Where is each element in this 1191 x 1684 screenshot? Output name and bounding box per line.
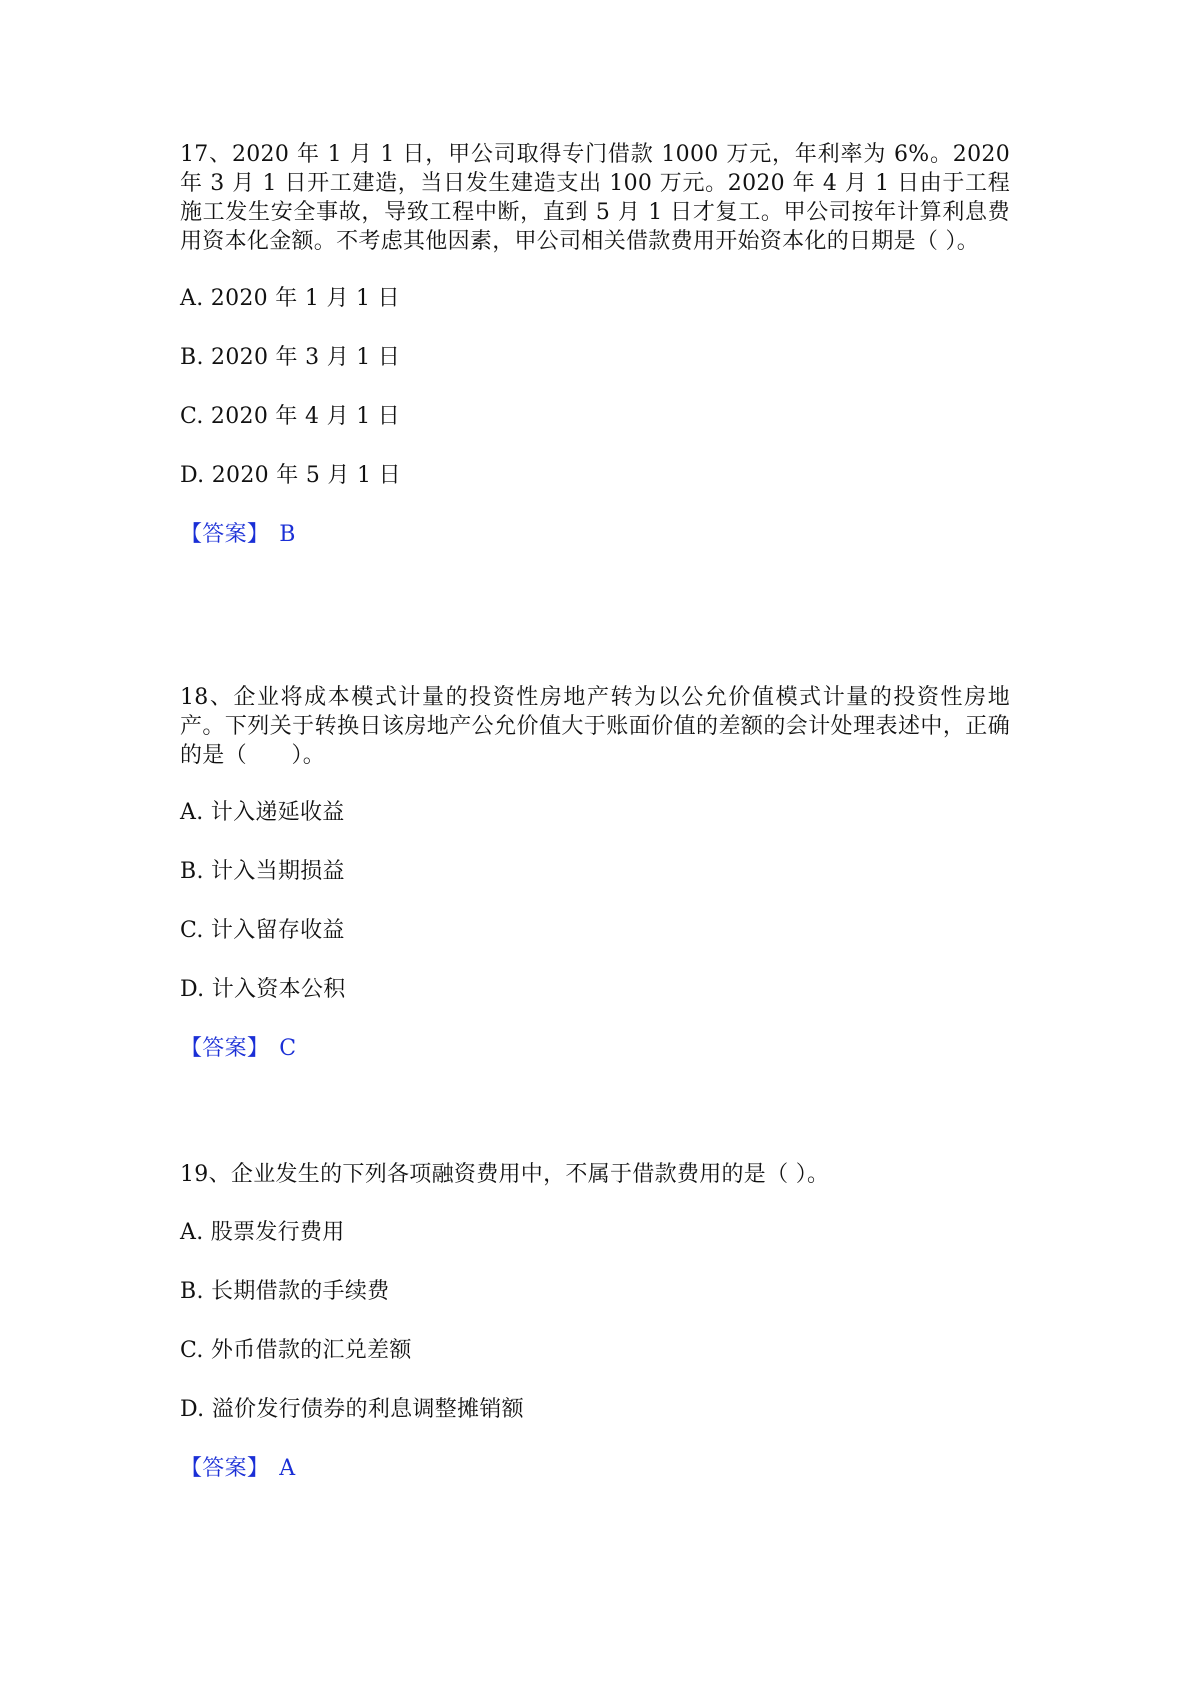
option-a: A. 股票发行费用 bbox=[180, 1220, 345, 1245]
question-stem: 18、企业将成本模式计量的投资性房地产转为以公允价值模式计量的投资性房地产。下列关于转换日该房地产公允价值大于账面价值的差额的会计处理表述中，正确的是（ ）。 bbox=[180, 685, 1010, 768]
answer-value: C bbox=[279, 1036, 297, 1061]
question-18 bbox=[180, 683, 1010, 1063]
option-c: C. 2020 年 4 月 1 日 bbox=[180, 404, 401, 429]
answer-value: A bbox=[279, 1456, 296, 1481]
question-stem: 17、2020 年 1 月 1 日，甲公司取得专门借款 1000 万元，年利率为 6%。2020 年 3 月 1 日开工建造，当日发生建造支出 100 万元。2020 年 4 月 1 日由于工程施工发生安全事故，导致工程中断，直到 5 月 1 日才复工。甲公司按年计算利息费用资本化金额。不考虑其他因素，甲公司相关借款费用开始资本化的日期是（ ）。 bbox=[180, 142, 1010, 254]
option-d: D. 2020 年 5 月 1 日 bbox=[180, 463, 401, 488]
question-19 bbox=[180, 1160, 1010, 1483]
option-b: B. 计入当期损益 bbox=[180, 859, 345, 884]
question-17 bbox=[180, 140, 1010, 549]
answer-label: 【答案】 bbox=[180, 522, 270, 547]
option-b: B. 2020 年 3 月 1 日 bbox=[180, 345, 401, 370]
answer-label: 【答案】 bbox=[180, 1036, 270, 1061]
answer-line bbox=[180, 1454, 1010, 1483]
answer-label: 【答案】 bbox=[180, 1456, 270, 1481]
question-stem: 19、企业发生的下列各项融资费用中，不属于借款费用的是（ ）。 bbox=[180, 1162, 830, 1187]
option-b: B. 长期借款的手续费 bbox=[180, 1279, 390, 1304]
option-a: A. 2020 年 1 月 1 日 bbox=[180, 286, 400, 311]
option-d: D. 溢价发行债券的利息调整摊销额 bbox=[180, 1397, 524, 1422]
option-a: A. 计入递延收益 bbox=[180, 800, 345, 825]
answer-line bbox=[180, 1034, 1010, 1063]
answer-line bbox=[180, 520, 1010, 549]
option-d: D. 计入资本公积 bbox=[180, 977, 346, 1002]
option-c: C. 计入留存收益 bbox=[180, 918, 345, 943]
option-c: C. 外币借款的汇兑差额 bbox=[180, 1338, 412, 1363]
answer-value: B bbox=[279, 522, 296, 547]
